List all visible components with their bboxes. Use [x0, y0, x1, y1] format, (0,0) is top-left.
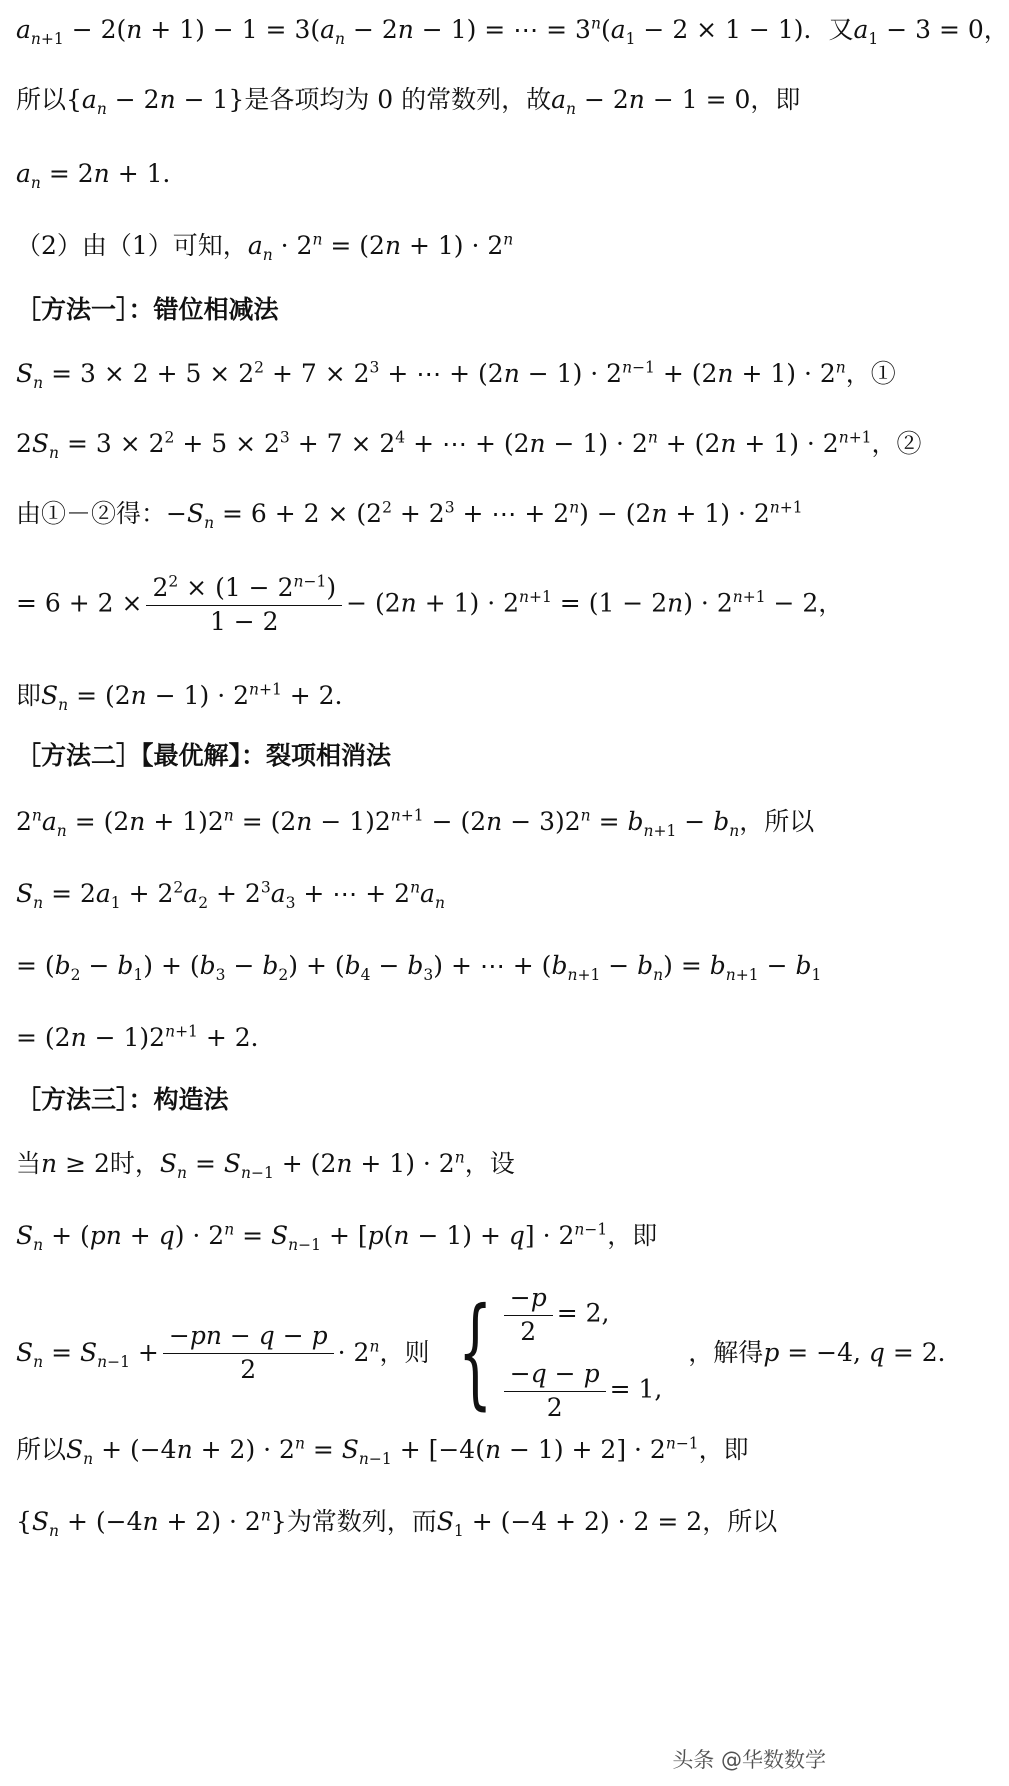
subtract-line: 由①－②得：$-S_n = 6 + 2 \times (2^2 + 2^3$ + ⋯ + $2^n) - (2n + 1) \cdot 2^{n+1}$: [16, 498, 803, 532]
so-text: 所以: [16, 85, 67, 114]
general-term-line: $a_n = 2n + 1$．: [16, 159, 188, 192]
when-prefix: 当: [16, 1149, 42, 1178]
constant-sequence-line: 所以$\{a_n - 2n - 1\}$是各项均为 0 的常数列，故$a_n - 2n - 1 = 0$，即: [16, 85, 801, 118]
recurrence-line: $a_{n+1} - 2(n + 1) - 1 = 3(a_n - 2n - 1)$ = ⋯ = $3^n(a_1 - 2 \times 1 - 1)$．又$a_1 - 3 = 0$，: [16, 14, 1009, 48]
method3-heading: ［方法三］：构造法: [16, 1085, 229, 1114]
part2-line: （2）由（1）可知，$a_n \cdot 2^n = (2n + 1) \cdot 2^n$: [16, 230, 514, 264]
namely-text-2: ，即: [607, 1221, 658, 1250]
subtract-text: 由①－②得：: [16, 499, 167, 528]
mark-2: ，②: [871, 429, 922, 458]
geometric-fraction: $\frac{2^2 \times (1 - 2^{n-1})}{1 - 2}$: [146, 572, 342, 638]
substituted-line: 所以$S_n + (-4n + 2) \cdot 2^n = S_{n-1} + [-4(n - 1) + 2] \cdot 2^{n-1}$，即: [16, 1434, 749, 1468]
constant-desc: 是各项均为 0 的常数列，故: [244, 85, 552, 114]
telescoping-line: = $(b_2 - b_1) + (b_3 - b_2) + (b_4 - b_3)$ + ⋯ + $(b_{n+1} - b_n) = b_{n+1} - b_1$: [16, 951, 822, 984]
result2-line: = $(2n - 1)2^{n+1} + 2$．: [16, 1022, 276, 1052]
mark-1: ，①: [845, 359, 896, 388]
system-eq1: $\frac{-p}{2}$ = 2,: [500, 1282, 663, 1348]
construct-line: $S_n + (pn + q) \cdot 2^n = S_{n-1} + [p(n - 1) + q] \cdot 2^{n-1}$，即: [16, 1220, 658, 1254]
recurrence-sum-line: 当n ≥ 2时，$S_n = S_{n-1} + (2n + 1) \cdot 2^n$，设: [16, 1148, 515, 1182]
sum-expand-line: $S_n = 2a_1 + 2^2a_2 + 2^3a_3$ + ⋯ + $2^na_n$: [16, 878, 445, 912]
split-term-line: $2^na_n = (2n + 1)2^n = (2n - 1)2^{n+1} - (2n - 3)2^n = b_{n+1} - b_n$，所以: [16, 806, 815, 840]
when-text: 时，: [109, 1149, 160, 1178]
equation-system: { $\frac{-p}{2}$ = 2, $\frac{-q - p}{2}$ = 1,: [458, 1283, 663, 1422]
system-line: $S_n = S_{n-1}$ + $\frac{-pn - q - p}{2}$ · $2^n$，则 { $\frac{-p}{2}$ = 2, $\frac{-q - p}{2}$ = 1, ，解得p = −4, q = 2．: [16, 1283, 963, 1422]
method2-heading: ［方法二］【最优解】：裂项相消法: [16, 741, 392, 770]
system-eq2: $\frac{-q - p}{2}$ = 1,: [500, 1358, 663, 1424]
geometric-sum-line: = 6 + 2 × $\frac{2^2 \times (1 - 2^{n-1})}{1 - 2}$ − $(2n + 1) \cdot 2^{n+1} = (1 - 2n) \cdot 2^{n+1} - 2$，: [16, 572, 832, 638]
part2-text: （2）由（1）可知，: [16, 231, 248, 260]
coef-fraction: $\frac{-pn - q - p}{2}$: [163, 1320, 334, 1386]
namely-text: ，即: [750, 85, 801, 114]
sum-eq1-line: $S_n = 3 \times 2 + 5 \times 2^2 + 7 \times 2^3$ + ⋯ + $(2n - 1) \cdot 2^{n-1} + (2n + 1) \cdot 2^n$，①: [16, 358, 896, 392]
namely-text-3: ，即: [698, 1435, 749, 1464]
and-text: ．又: [803, 15, 854, 44]
constant-seq-text: 为常数列，而: [286, 1507, 437, 1536]
then-text: ，则: [379, 1337, 430, 1367]
method1-heading: ［方法一］：错位相减法: [16, 295, 279, 324]
so-text-3: 所以: [16, 1435, 67, 1464]
constant-seq-line: $\{S_n + (-4n + 2) \cdot 2^n\}$为常数列，而$S_1 + (-4 + 2) \cdot 2 = 2$，所以: [16, 1506, 778, 1540]
watermark: 头条 @华数数学: [672, 1748, 826, 1772]
so-text-4: ，所以: [702, 1507, 778, 1536]
so-text-2: ，所以: [739, 807, 815, 836]
sum-eq2-line: $2S_n = 3 \times 2^2 + 5 \times 2^3 + 7 \times 2^4$ + ⋯ + $(2n - 1) \cdot 2^n + (2n + 1) \cdot 2^{n+1}$，②: [16, 428, 922, 462]
solve-text: ，解得: [688, 1337, 764, 1367]
result1-prefix: 即: [16, 681, 42, 710]
result1-line: 即$S_n = (2n - 1) \cdot 2^{n+1} + 2$．: [16, 680, 360, 714]
set-text: ，设: [464, 1149, 515, 1178]
